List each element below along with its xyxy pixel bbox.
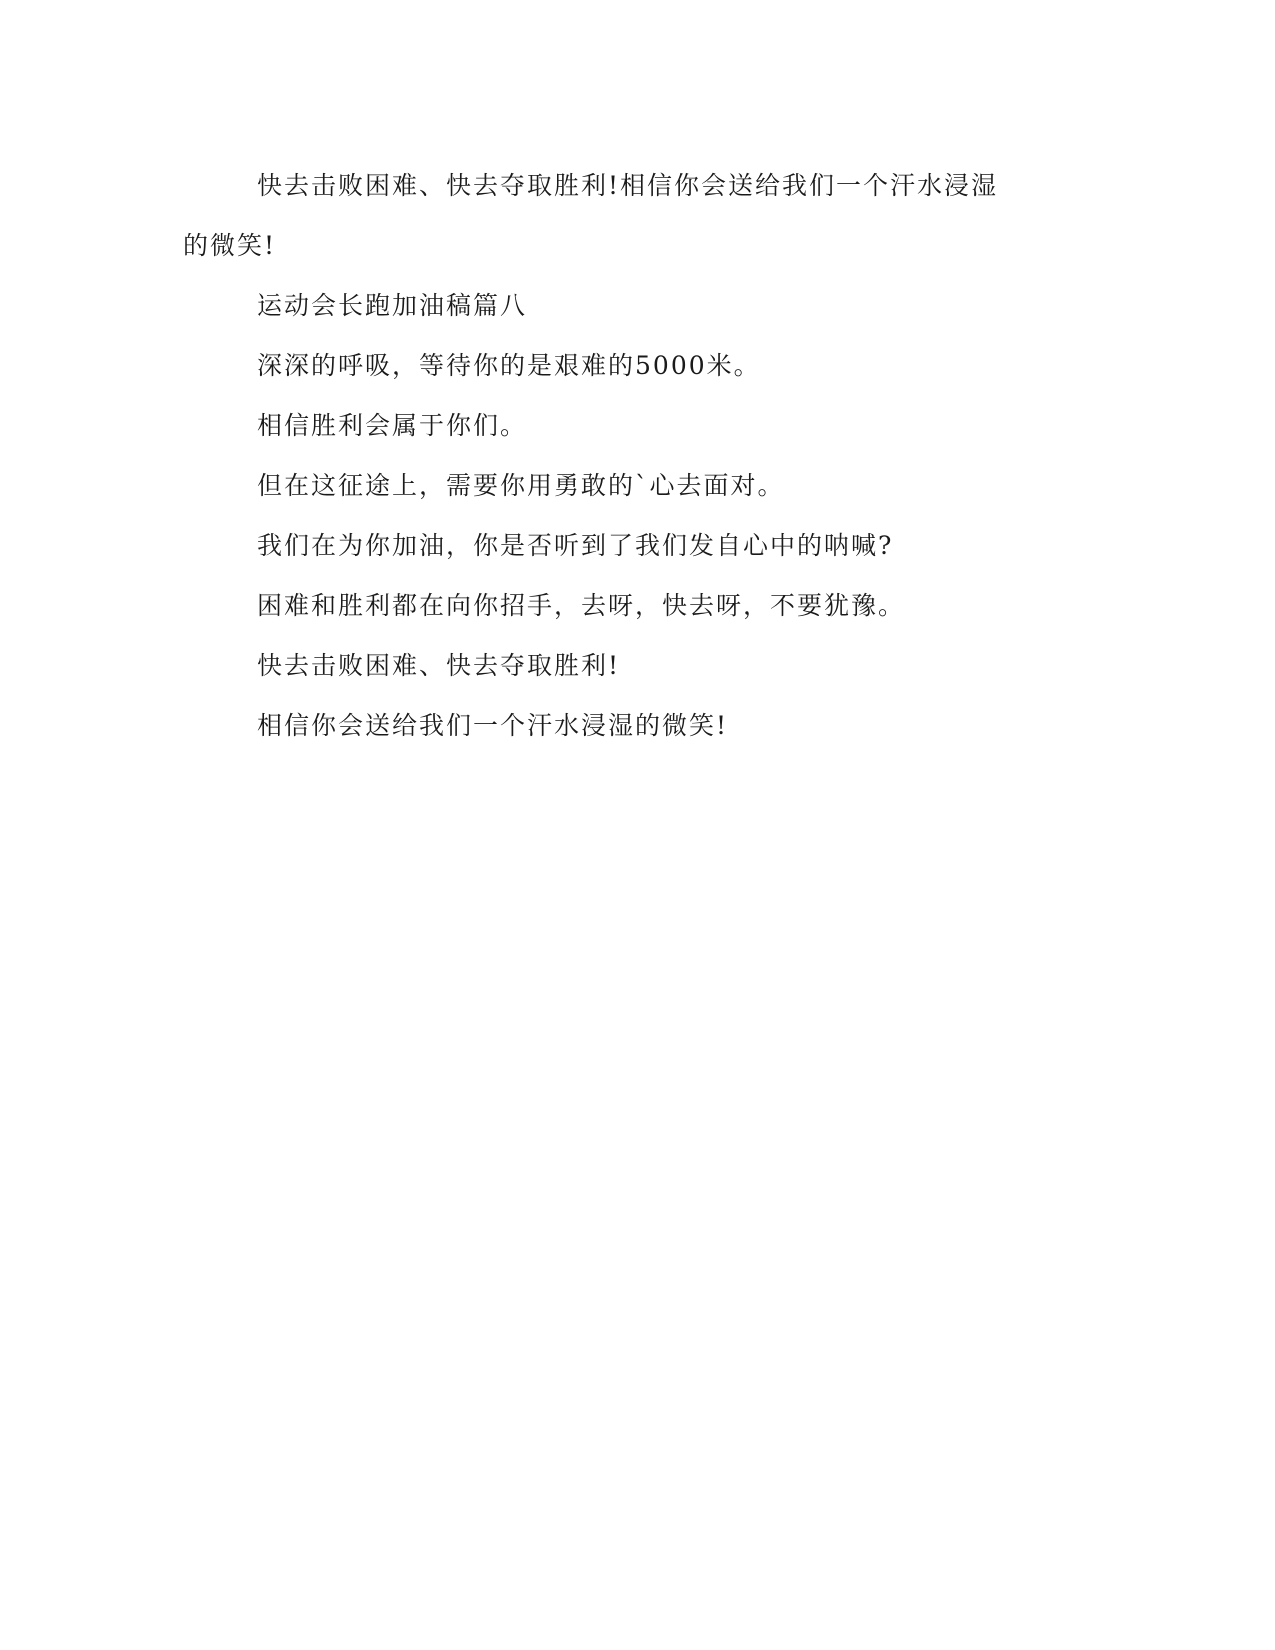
document-body bbox=[183, 156, 1063, 756]
paragraph: 困难和胜利都在向你招手，去呀，快去呀，不要犹豫。 bbox=[257, 591, 906, 620]
section-heading: 运动会长跑加油稿篇八 bbox=[257, 291, 528, 320]
paragraph: 但在这征途上，需要你用勇敢的`心去面对。 bbox=[257, 471, 785, 500]
paragraph: 快去击败困难、快去夺取胜利! bbox=[257, 651, 621, 680]
paragraph: 深深的呼吸，等待你的是艰难的5000米。 bbox=[257, 351, 761, 380]
paragraph: 相信你会送给我们一个汗水浸湿的微笑! bbox=[257, 711, 729, 740]
paragraph: 我们在为你加油，你是否听到了我们发自心中的呐喊? bbox=[257, 531, 894, 560]
paragraph: 相信胜利会属于你们。 bbox=[257, 411, 528, 440]
paragraph-line-continuation: 的微笑! bbox=[183, 231, 277, 260]
paragraph-line: 快去击败困难、快去夺取胜利!相信你会送给我们一个汗水浸湿 bbox=[257, 171, 999, 200]
